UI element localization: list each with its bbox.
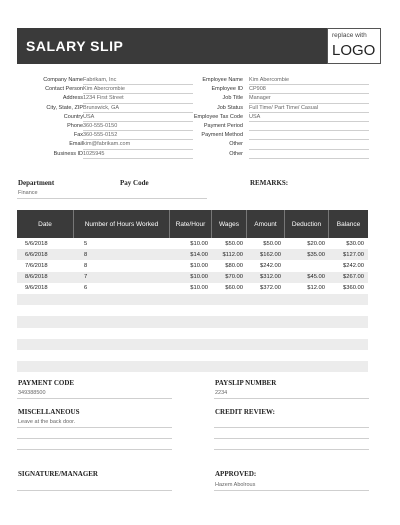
cell-rate [170, 361, 212, 372]
cell-balance: $360.00 [343, 285, 364, 292]
cell-balance [329, 305, 368, 316]
table-row [17, 294, 368, 305]
signature-line [17, 490, 172, 491]
cell-rate [170, 305, 212, 316]
cell-date: 5/6/2018 [25, 240, 48, 247]
info-label: Job Title [222, 95, 243, 102]
info-value [249, 150, 369, 159]
info-value: Full Time/ Part Time/ Casual [249, 104, 369, 113]
cell-hours [74, 361, 170, 372]
info-row [197, 85, 372, 94]
info-label: Employee Name [202, 77, 243, 83]
cell-rate: $14.00 [190, 251, 208, 258]
cell-balance [329, 361, 368, 372]
credit-review-label: CREDIT REVIEW: [215, 408, 275, 416]
info-row [197, 131, 372, 140]
cell-amount: $242.00 [260, 262, 281, 269]
cell-hours: 5 [84, 240, 88, 247]
cell-hours [74, 305, 170, 316]
cell-amount [247, 328, 285, 339]
cell-amount [247, 305, 285, 316]
col-hours-header: Number of Hours Worked [74, 210, 170, 238]
cell-deduction [285, 361, 329, 372]
info-row [17, 104, 197, 113]
cell-hours [74, 294, 170, 305]
table-body [17, 238, 368, 383]
cell-hours [74, 372, 170, 383]
cell-wages [212, 294, 247, 305]
info-label: Payment Period [203, 122, 243, 129]
cell-hours [74, 350, 170, 361]
cell-balance: $127.00 [343, 251, 364, 258]
info-value: Kim Abercrombie [83, 85, 193, 94]
cell-wages [212, 305, 247, 316]
info-label: Address [62, 95, 83, 102]
info-row [197, 140, 372, 149]
table-row [17, 260, 368, 271]
divider [214, 427, 369, 428]
cell-deduction: $20.00 [307, 240, 325, 247]
cell-hours [74, 339, 170, 350]
col-date-header: Date [17, 210, 74, 238]
info-value: USA [83, 113, 193, 122]
table-row [17, 361, 368, 372]
cell-deduction: $35.00 [307, 251, 325, 258]
cell-deduction [285, 316, 329, 327]
cell-hours: 8 [84, 262, 88, 269]
table-header [17, 210, 368, 238]
cell-deduction [285, 339, 329, 350]
cell-deduction [285, 305, 329, 316]
cell-amount: $162.00 [260, 251, 281, 258]
info-value: Fabrikam, Inc [83, 76, 193, 85]
info-label: Job Status [217, 104, 243, 111]
info-label: Fax [73, 132, 83, 139]
logo-text: LOGO [332, 42, 376, 59]
info-label: Email [69, 141, 83, 148]
misc-label: MISCELLANEOUS [18, 408, 80, 416]
cell-wages [212, 350, 247, 361]
info-label: Other [229, 141, 243, 148]
info-value [249, 122, 369, 131]
cell-deduction [285, 294, 329, 305]
info-value: 360-555-0152 [83, 131, 193, 140]
cell-wages: $50.00 [225, 240, 243, 247]
info-row [197, 104, 372, 113]
payslip-number-value: 2234 [215, 390, 228, 396]
divider [17, 398, 172, 399]
divider [17, 438, 172, 439]
col-amount-header: Amount [247, 210, 285, 238]
cell-date: 8/6/2018 [25, 274, 48, 281]
payment-code-value: 349388500 [18, 390, 46, 396]
info-value: Kim Abercombie [249, 76, 369, 85]
cell-wages: $70.00 [225, 274, 243, 281]
info-row [17, 94, 197, 103]
cell-date: 9/6/2018 [25, 285, 48, 292]
info-label: Business ID [53, 150, 83, 157]
info-row [17, 150, 197, 159]
slip-header [17, 28, 327, 64]
info-row [197, 94, 372, 103]
table-row [17, 249, 368, 260]
table-row [17, 350, 368, 361]
cell-hours: 7 [84, 274, 88, 281]
info-value [249, 140, 369, 149]
info-label: Employee ID [211, 86, 243, 93]
payslip-number-label: PAYSLIP NUMBER [215, 379, 277, 387]
info-row [17, 122, 197, 131]
info-row [197, 122, 372, 131]
cell-balance [329, 339, 368, 350]
info-value [249, 131, 369, 140]
divider [214, 398, 369, 399]
cell-deduction: $12.00 [307, 285, 325, 292]
table-row [17, 283, 368, 294]
info-row [17, 140, 197, 149]
info-label: Other [229, 150, 243, 157]
cell-date: 6/6/2018 [25, 251, 48, 258]
logo-caption: replace with [332, 32, 367, 39]
company-info [17, 76, 197, 159]
cell-wages [212, 361, 247, 372]
info-value: 1234 First Street [83, 94, 193, 103]
cell-deduction [285, 372, 329, 383]
cell-date: 7/6/2018 [25, 262, 48, 269]
col-wages-header: Wages [212, 210, 247, 238]
info-row [17, 131, 197, 140]
approval-line [214, 490, 369, 491]
cell-amount [247, 316, 285, 327]
cell-amount [247, 294, 285, 305]
col-balance-header: Balance [329, 210, 368, 238]
info-value: Brunswick, GA [83, 104, 193, 113]
divider [17, 449, 172, 450]
table-row [17, 316, 368, 327]
payment-code-label: PAYMENT CODE [18, 379, 75, 387]
cell-deduction [285, 350, 329, 361]
cell-hours: 8 [84, 251, 88, 258]
misc-value: Leave at the back door. [18, 419, 76, 425]
cell-rate: $10.00 [190, 240, 208, 247]
cell-wages [212, 339, 247, 350]
info-value: kim@fabrikam.com [83, 140, 193, 149]
info-value: CP908 [249, 85, 369, 94]
remarks-label: REMARKS: [250, 179, 289, 187]
divider [214, 449, 369, 450]
cell-date [17, 328, 74, 339]
divider [17, 198, 207, 199]
col-rate-header: Rate/Hour [170, 210, 212, 238]
info-value: Manager [249, 94, 369, 103]
cell-balance [329, 350, 368, 361]
signature-label: SIGNATURE/MANAGER [18, 470, 98, 478]
cell-date [17, 316, 74, 327]
cell-wages: $112.00 [222, 251, 243, 258]
cell-rate [170, 328, 212, 339]
cell-date [17, 305, 74, 316]
cell-balance: $267.00 [343, 274, 364, 281]
info-label: City, State, ZIP [46, 104, 83, 111]
cell-wages [212, 328, 247, 339]
table-row [17, 272, 368, 283]
info-label: Company Name [43, 77, 83, 83]
cell-wages: $80.00 [225, 262, 243, 269]
table-row [17, 305, 368, 316]
cell-balance [329, 372, 368, 383]
cell-amount: $312.00 [260, 274, 281, 281]
info-row [17, 113, 197, 122]
info-row [193, 113, 372, 122]
col-deduction-header: Deduction [285, 210, 329, 238]
cell-rate: $10.00 [190, 285, 208, 292]
cell-wages: $60.00 [225, 285, 243, 292]
cell-deduction [285, 260, 329, 271]
cell-wages [212, 316, 247, 327]
cell-rate [170, 316, 212, 327]
cell-deduction [285, 328, 329, 339]
info-row [17, 76, 197, 85]
page-title: SALARY SLIP [26, 38, 124, 54]
table-row [17, 328, 368, 339]
wages-table [17, 210, 368, 383]
pay-code-label: Pay Code [120, 179, 149, 187]
info-label: Payment Method [201, 132, 243, 139]
cell-amount: $50.00 [263, 240, 281, 247]
cell-hours [74, 316, 170, 327]
cell-amount: $372.00 [260, 285, 281, 292]
cell-amount [247, 361, 285, 372]
info-row [17, 85, 197, 94]
info-row [197, 150, 372, 159]
info-value: USA [249, 113, 369, 122]
cell-amount [247, 350, 285, 361]
logo [327, 28, 381, 64]
cell-date [17, 350, 74, 361]
info-value: 1025945 [83, 150, 193, 159]
info-label: Phone [67, 122, 83, 129]
info-label: Contact Person [45, 86, 83, 93]
table-row [17, 339, 368, 350]
approved-label: APPROVED: [215, 470, 257, 478]
cell-amount [247, 339, 285, 350]
cell-deduction: $45.00 [307, 274, 325, 281]
cell-date [17, 361, 74, 372]
cell-rate: $10.00 [190, 262, 208, 269]
cell-balance [329, 294, 368, 305]
cell-rate [170, 372, 212, 383]
cell-hours: 6 [84, 285, 88, 292]
info-row [197, 76, 372, 85]
cell-date [17, 339, 74, 350]
table-row [17, 238, 368, 249]
cell-rate [170, 294, 212, 305]
info-label: Employee Tax Code [193, 113, 243, 120]
divider [17, 427, 172, 428]
info-value: 360-555-0150 [83, 122, 193, 131]
department-value: Finance [18, 190, 38, 196]
cell-rate [170, 350, 212, 361]
approved-value: Hazem Abolrous [215, 482, 256, 488]
cell-balance: $30.00 [346, 240, 364, 247]
info-label: Country [63, 113, 83, 120]
cell-rate: $10.00 [190, 274, 208, 281]
divider [214, 438, 369, 439]
department-label: Department [18, 179, 55, 187]
cell-rate [170, 339, 212, 350]
employee-info [193, 76, 372, 159]
cell-balance [329, 316, 368, 327]
cell-balance [329, 328, 368, 339]
cell-balance: $242.00 [343, 262, 364, 269]
cell-hours [74, 328, 170, 339]
cell-date [17, 294, 74, 305]
